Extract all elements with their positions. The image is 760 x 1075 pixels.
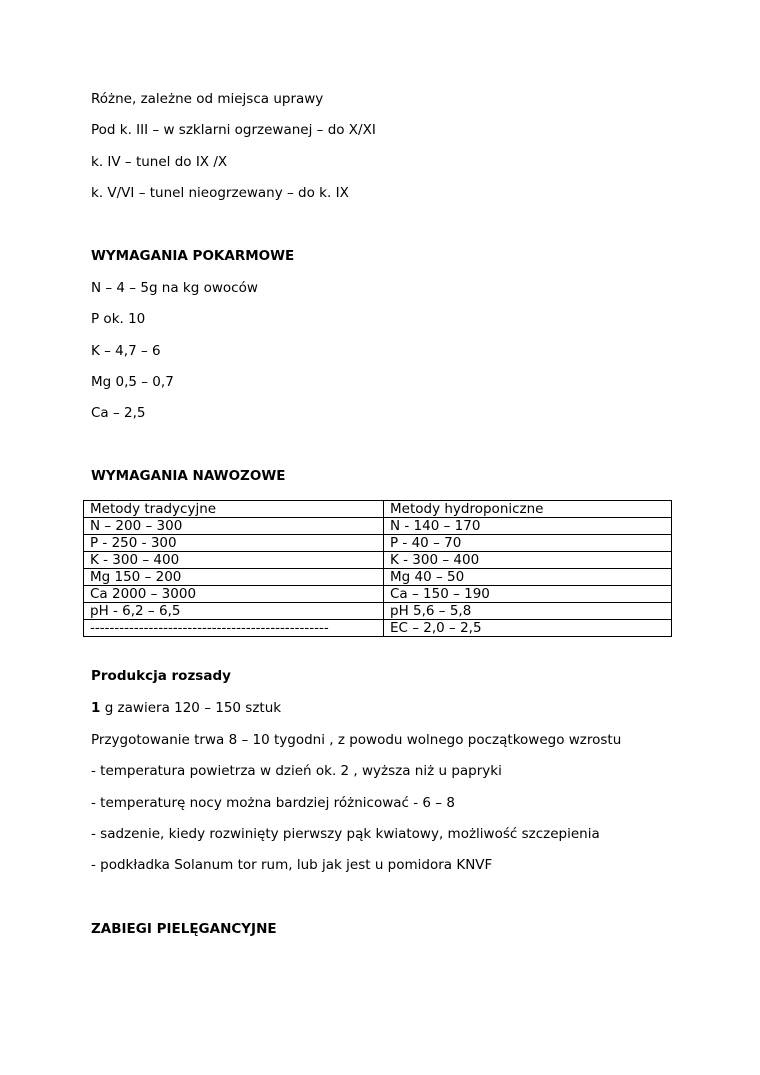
section-heading-nawozowe: WYMAGANIA NAWOZOWE: [91, 468, 286, 484]
table-row: [84, 603, 672, 620]
table-row: [84, 518, 672, 535]
text-line: k. IV – tunel do IX /X: [91, 154, 228, 170]
table-cell: K - 300 – 400: [84, 552, 384, 569]
table-cell: N - 140 – 170: [384, 518, 672, 535]
text-line: - sadzenie, kiedy rozwinięty pierwszy pąk kwiatowy, możliwość szczepienia: [91, 826, 600, 842]
table-cell: N – 200 – 300: [84, 518, 384, 535]
text-line: k. V/VI – tunel nieogrzewany – do k. IX: [91, 185, 349, 201]
section-heading-zabiegi: ZABIEGI PIELĘGANCYJNE: [91, 921, 277, 937]
table-cell: Ca – 150 – 190: [384, 586, 672, 603]
table-row: [84, 569, 672, 586]
table-cell: Metody hydroponiczne: [384, 501, 672, 518]
table-cell: pH 5,6 – 5,8: [384, 603, 672, 620]
table-row: [84, 552, 672, 569]
table-cell: P - 40 – 70: [384, 535, 672, 552]
table-cell: Mg 40 – 50: [384, 569, 672, 586]
table-row: [84, 586, 672, 603]
table-row: [84, 620, 672, 637]
text-line: P ok. 10: [91, 311, 146, 327]
table-cell: P - 250 - 300: [84, 535, 384, 552]
table-cell: EC – 2,0 – 2,5: [384, 620, 672, 637]
section-heading-pokarmowe: WYMAGANIA POKARMOWE: [91, 248, 295, 264]
text-line: - podkładka Solanum tor rum, lub jak jest u pomidora KNVF: [91, 857, 493, 873]
table-cell: Metody tradycyjne: [84, 501, 384, 518]
table-cell: pH - 6,2 – 6,5: [84, 603, 384, 620]
table-cell: Mg 150 – 200: [84, 569, 384, 586]
text-line: [91, 700, 281, 716]
text-line: Pod k. III – w szklarni ogrzewanej – do X/XI: [91, 122, 376, 138]
table-row: [84, 535, 672, 552]
text-line: N – 4 – 5g na kg owoców: [91, 280, 258, 296]
table-header-row: [84, 501, 672, 518]
table-cell: -------------------------------------------------: [84, 620, 384, 637]
text-line: Ca – 2,5: [91, 405, 146, 421]
text-line: - temperatura powietrza w dzień ok. 2 , wyższa niż u papryki: [91, 763, 502, 779]
text-line: Różne, zależne od miejsca uprawy: [91, 91, 324, 107]
fertilizer-table: [83, 500, 672, 637]
text-line: - temperaturę nocy można bardziej różnicować - 6 – 8: [91, 795, 455, 811]
seed-count-text: g zawiera 120 – 150 sztuk: [100, 700, 282, 716]
seed-count-bold: 1: [91, 700, 101, 716]
text-line: Przygotowanie trwa 8 – 10 tygodni , z powodu wolnego początkowego wzrostu: [91, 732, 622, 748]
table-cell: K - 300 – 400: [384, 552, 672, 569]
text-line: Mg 0,5 – 0,7: [91, 374, 174, 390]
section-heading-rozsada: Produkcja rozsady: [91, 668, 231, 684]
table-cell: Ca 2000 – 3000: [84, 586, 384, 603]
text-line: K – 4,7 – 6: [91, 343, 161, 359]
